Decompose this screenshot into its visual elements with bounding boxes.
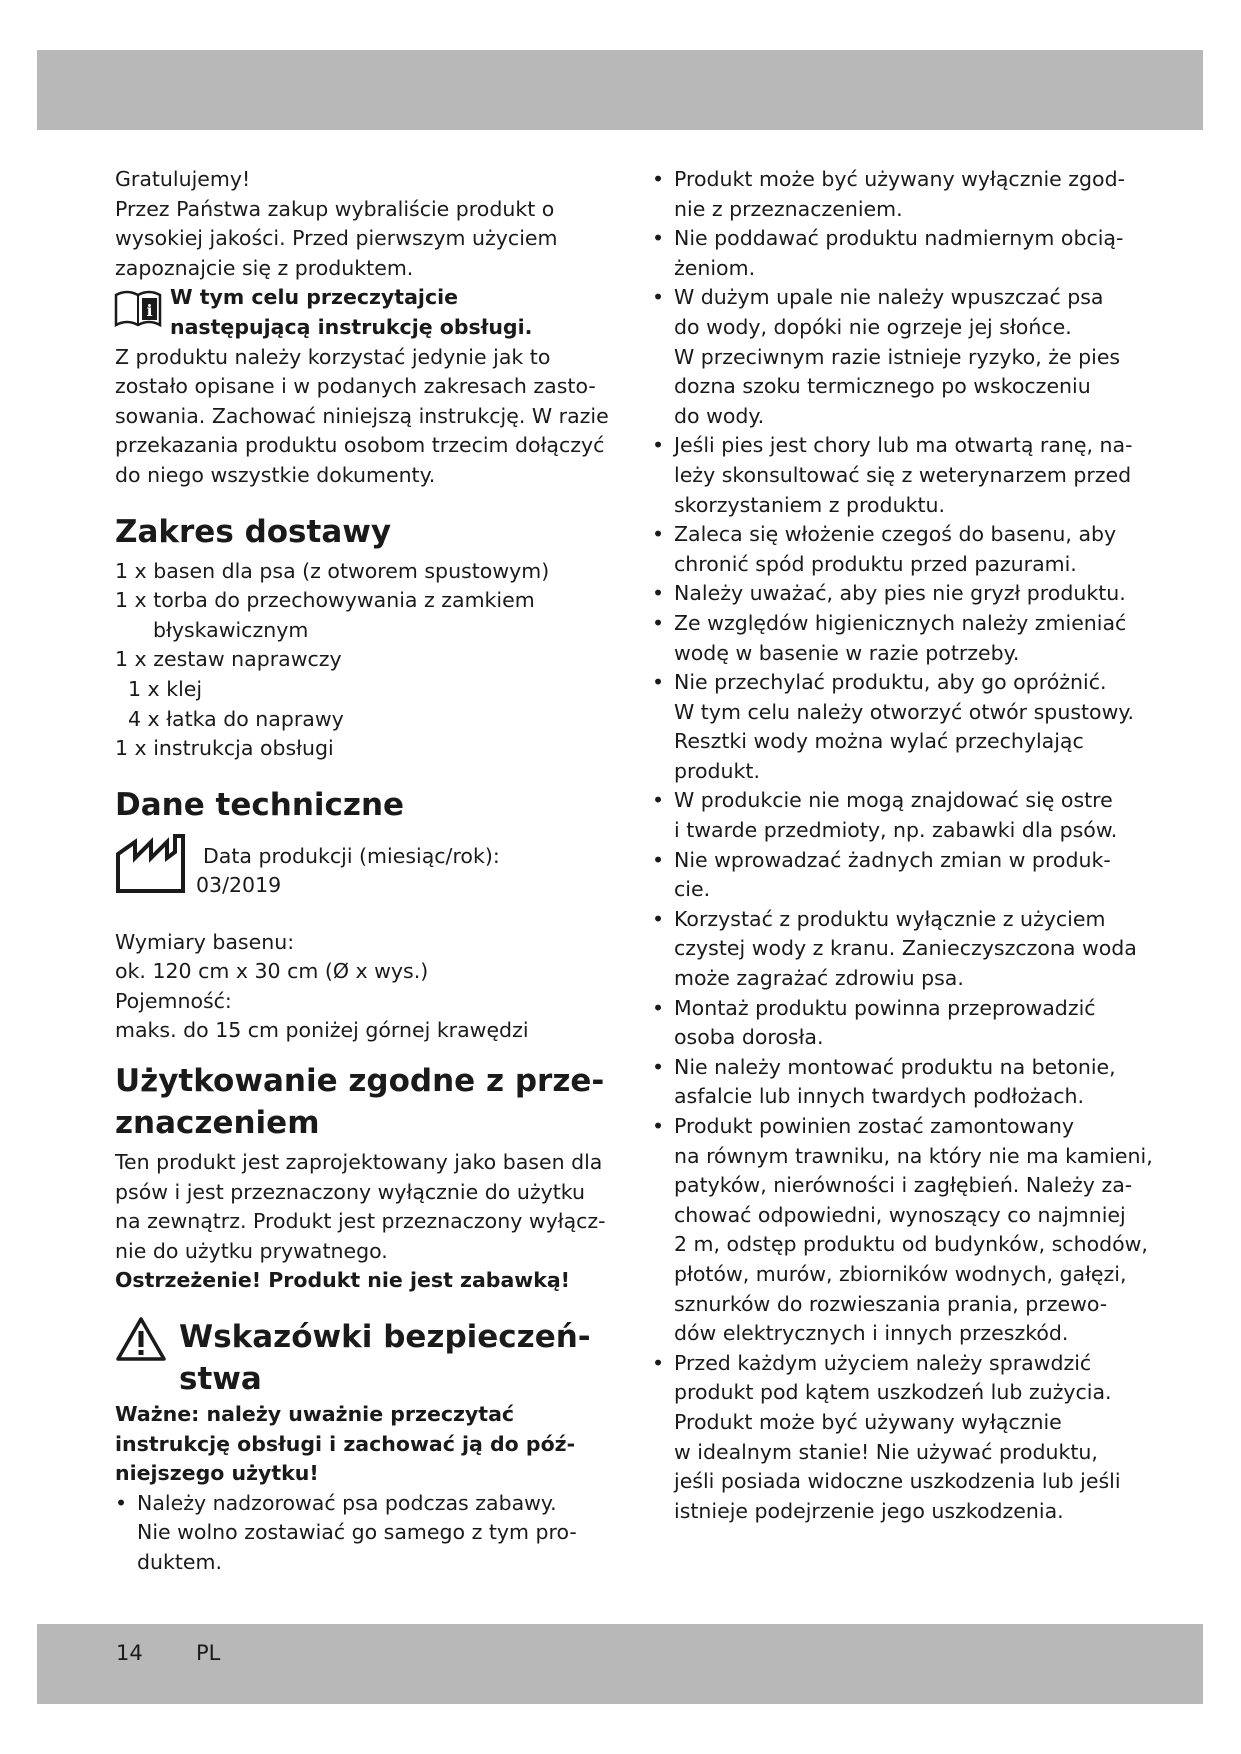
safety-line: skorzystaniem z produktu. xyxy=(674,492,945,517)
bullet: • xyxy=(652,610,665,635)
safety-line: Należy uważać, aby pies nie gryzł produktu. xyxy=(674,581,1126,606)
safety-line: leży skonsultować się z weterynarzem przed xyxy=(674,462,1132,487)
heading-dane: Dane techniczne xyxy=(115,786,405,823)
production-label: Data produkcji (miesiąc/rok): xyxy=(203,843,500,868)
delivery-item: 1 x basen dla psa (z otworem spustowym) xyxy=(115,558,550,583)
use-line: na zewnątrz. Produkt jest przeznaczony wyłącz- xyxy=(115,1209,606,1234)
important-line: niejszego użytku! xyxy=(115,1461,319,1486)
safety-line: w idealnym stanie! Nie używać produktu, xyxy=(674,1439,1098,1464)
safety-line: patyków, nierówności i zagłębień. Należy za- xyxy=(674,1173,1133,1198)
safety-line: Nie wprowadzać żadnych zmian w produk- xyxy=(674,847,1111,872)
safety-item xyxy=(652,1349,1132,1527)
safety-line: W przeciwnym razie istnieje ryzyko, że pies xyxy=(674,344,1121,369)
important-line: instrukcję obsługi i zachować ją do póź- xyxy=(115,1431,576,1456)
safety-line: i twarde przedmioty, np. zabawki dla psów. xyxy=(674,818,1118,843)
safety-line: Montaż produktu powinna przeprowadzić xyxy=(674,995,1096,1020)
bullet: • xyxy=(652,285,665,310)
bullet: • xyxy=(652,226,665,251)
safety-item xyxy=(652,668,1135,786)
intended-use-text xyxy=(115,1148,606,1296)
heading-line: Wskazówki bezpieczeń- xyxy=(179,1319,591,1356)
safety-line: istnieje podejrzenie jego uszkodzenia. xyxy=(674,1498,1064,1523)
info-line: W tym celu przeczytajcie xyxy=(170,285,459,310)
safety-item xyxy=(652,1053,1132,1112)
safety-list-right xyxy=(652,165,1153,1526)
safety-line: osoba dorosła. xyxy=(674,1025,824,1050)
intro-text xyxy=(115,165,595,283)
usage-line: Z produktu należy korzystać jedynie jak to xyxy=(115,344,551,369)
bullet: • xyxy=(652,1350,665,1375)
bullet: • xyxy=(652,670,665,695)
safety-line: Jeśli pies jest chory lub ma otwartą ranę, na- xyxy=(674,433,1133,458)
safety-item xyxy=(652,431,1132,520)
bullet: • xyxy=(652,581,665,606)
language-code: PL xyxy=(196,1641,221,1665)
usage-line: zostało opisane i w podanych zakresach zasto- xyxy=(115,374,596,399)
safety-line: jeśli posiada widoczne uszkodzenia lub jeśli xyxy=(674,1469,1121,1494)
delivery-item: 1 x instrukcja obsługi xyxy=(115,736,334,761)
safety-line: dów elektrycznych i innych przeszkód. xyxy=(674,1321,1069,1346)
production-value: 03/2019 xyxy=(196,873,282,898)
bullet: • xyxy=(652,906,665,931)
heading-zakres: Zakres dostawy xyxy=(115,513,392,550)
safety-item xyxy=(652,224,1132,283)
read-manual-note xyxy=(115,283,595,342)
spec-line: maks. do 15 cm poniżej górnej krawędzi xyxy=(115,1018,529,1043)
use-line: nie do użytku prywatnego. xyxy=(115,1238,388,1263)
safety-line: chronić spód produktu przed pazurami. xyxy=(674,551,1077,576)
safety-item xyxy=(652,579,1132,609)
delivery-list xyxy=(115,557,595,764)
safety-item: • Należy nadzorować psa podczas zabawy. Nie wolno zostawiać go samego z tym pro- duktem. xyxy=(115,1490,577,1574)
safety-line: Produkt powinien zostać zamontowany xyxy=(674,1114,1075,1138)
safety-line: Nie przechylać produktu, aby go opróżnić. xyxy=(674,670,1107,695)
spec-line: Wymiary basenu: xyxy=(115,929,295,954)
bullet: • xyxy=(115,1490,128,1515)
bullet: • xyxy=(652,167,665,191)
heading-uzytkowanie xyxy=(115,1060,605,1144)
safety-item xyxy=(652,165,1132,224)
important-note xyxy=(115,1400,595,1489)
right-column xyxy=(652,165,1153,1526)
bullet: • xyxy=(652,995,665,1020)
bullet: • xyxy=(652,1114,665,1138)
safety-list-left xyxy=(115,1489,595,1578)
read-manual-icon xyxy=(113,289,163,327)
delivery-item: 1 x zestaw naprawczy xyxy=(115,647,342,672)
tech-specs xyxy=(115,928,595,1046)
safety-line: sznurków do rozwieszania prania, przewo- xyxy=(674,1291,1108,1316)
safety-line: na równym trawniku, na który nie ma kamieni, xyxy=(674,1143,1153,1168)
important-line: Ważne: należy uważnie przeczytać xyxy=(115,1402,515,1427)
bullet: • xyxy=(652,433,665,458)
usage-line: sowania. Zachować niniejszą instrukcję. W razie xyxy=(115,403,609,428)
safety-line: Resztki wody można wylać przechylając xyxy=(674,729,1084,754)
left-column xyxy=(115,165,609,1578)
heading-line: znaczeniem xyxy=(115,1105,320,1142)
safety-item xyxy=(652,609,1132,668)
safety-line: Produkt może być używany wyłącznie xyxy=(674,1409,1062,1434)
safety-line: do wody. xyxy=(674,403,765,428)
safety-line: dozna szoku termicznego po wskoczeniu xyxy=(674,374,1091,399)
factory-icon xyxy=(115,834,187,894)
page-number: 14 xyxy=(116,1641,143,1665)
safety-line: może zagrażać zdrowiu psa. xyxy=(674,966,964,991)
safety-line: Zaleca się włożenie czegoś do basenu, aby xyxy=(674,522,1117,547)
intro-line: wysokiej jakości. Przed pierwszym użyciem xyxy=(115,226,558,251)
safety-line: płotów, murów, zbiorników wodnych, gałęzi, xyxy=(674,1261,1127,1286)
warning-triangle-icon xyxy=(115,1316,167,1362)
safety-line: Przed każdym użyciem należy sprawdzić xyxy=(674,1350,1092,1375)
safety-line: W tym celu należy otworzyć otwór spustowy. xyxy=(674,699,1135,724)
delivery-item: błyskawicznym xyxy=(153,617,309,642)
usage-line: przekazania produktu osobom trzecim dołączyć xyxy=(115,433,605,458)
safety-line: do wody, dopóki nie ogrzeje jej słońce. xyxy=(674,314,1072,339)
bullet: • xyxy=(652,1054,665,1079)
safety-item xyxy=(652,905,1137,994)
safety-line: produkt. xyxy=(674,758,760,783)
safety-line: Nie należy montować produktu na betonie, xyxy=(674,1054,1116,1079)
safety-line: W dużym upale nie należy wpuszczać psa xyxy=(674,285,1104,310)
bullet: • xyxy=(652,522,665,547)
use-line: psów i jest przeznaczony wyłącznie do użytku xyxy=(115,1179,585,1204)
safety-line: Nie poddawać produktu nadmiernym obcią- xyxy=(674,226,1124,251)
safety-line: 2 m, odstęp produktu od budynków, schodów, xyxy=(674,1232,1148,1257)
delivery-item: 1 x torba do przechowywania z zamkiem xyxy=(115,588,535,613)
toy-warning: Ostrzeżenie! Produkt nie jest zabawką! xyxy=(115,1268,571,1293)
safety-item xyxy=(652,786,1132,845)
intro-line: zapoznajcie się z produktem. xyxy=(115,255,414,280)
safety-line: cie. xyxy=(674,877,711,902)
spec-line: ok. 120 cm x 30 cm (Ø x wys.) xyxy=(115,959,429,984)
safety-item xyxy=(652,1112,1153,1349)
safety-line: wodę w basenie w razie potrzeby. xyxy=(674,640,1020,665)
safety-line: Ze względów higienicznych należy zmieniać xyxy=(674,610,1127,635)
safety-line: nie z przeznaczeniem. xyxy=(674,196,903,221)
safety-item xyxy=(652,520,1132,579)
safety-line: asfalcie lub innych twardych podłożach. xyxy=(674,1084,1085,1109)
heading-line: stwa xyxy=(179,1361,262,1398)
header-band xyxy=(37,50,1203,130)
safety-item xyxy=(652,846,1132,905)
use-line: Ten produkt jest zaprojektowany jako basen dla xyxy=(115,1150,603,1175)
production-date xyxy=(115,832,595,928)
safety-line: czystej wody z kranu. Zanieczyszczona woda xyxy=(674,936,1137,961)
safety-item xyxy=(652,994,1132,1053)
intro-line: Przez Państwa zakup wybraliście produkt o xyxy=(115,196,555,221)
info-line: następującą instrukcję obsługi. xyxy=(170,314,533,339)
safety-line: produkt pod kątem uszkodzeń lub zużycia. xyxy=(674,1380,1112,1405)
svg-text:i: i xyxy=(146,301,153,321)
safety-line: Korzystać z produktu wyłącznie z użyciem xyxy=(674,906,1106,931)
safety-line: chować odpowiedni, wynoszący co najmniej xyxy=(674,1202,1126,1227)
spec-line: Pojemność: xyxy=(115,988,232,1013)
usage-text xyxy=(115,343,609,491)
safety-item xyxy=(652,283,1132,431)
intro-line: Gratulujemy! xyxy=(115,167,251,191)
delivery-item: 1 x klej xyxy=(128,676,203,701)
heading-wskazowki xyxy=(115,1316,595,1400)
delivery-item: 4 x łatka do naprawy xyxy=(128,706,344,731)
safety-line: W produkcie nie mogą znajdować się ostre xyxy=(674,788,1113,813)
safety-line: żeniom. xyxy=(674,255,756,280)
safety-line: Produkt może być używany wyłącznie zgod- xyxy=(674,167,1125,191)
heading-line: Użytkowanie zgodne z prze- xyxy=(115,1063,605,1100)
bullet: • xyxy=(652,847,665,872)
usage-line: do niego wszystkie dokumenty. xyxy=(115,462,436,487)
bullet: • xyxy=(652,788,665,813)
